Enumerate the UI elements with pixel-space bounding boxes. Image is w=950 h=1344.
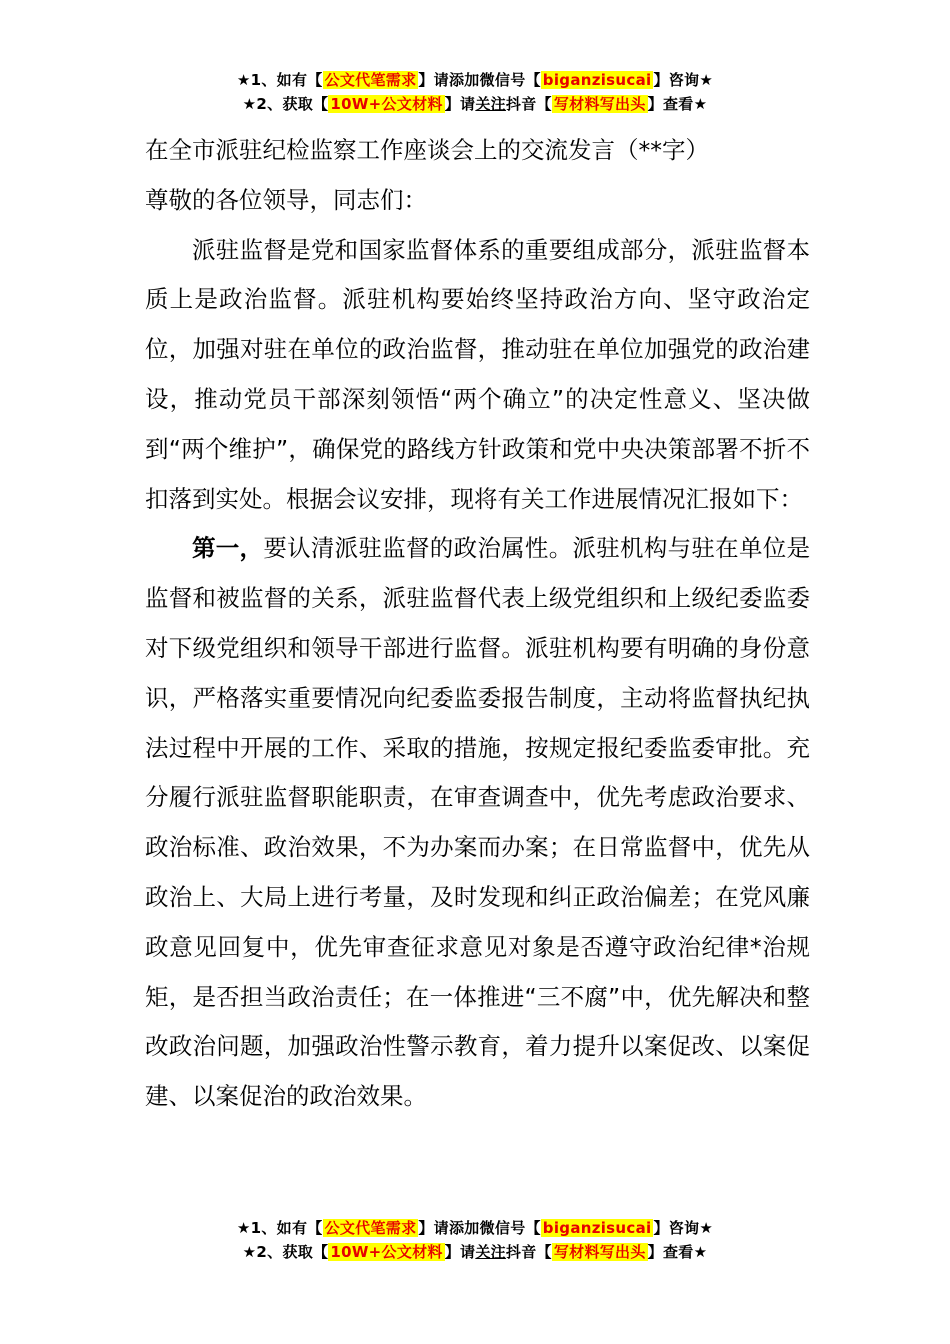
highlight-service: 公文代笔需求: [324, 71, 417, 89]
promo-banner-top: [0, 68, 950, 116]
highlight-wechat-id: biganzisucai: [542, 71, 652, 89]
promo-line-1: ★1、如有【 公文代笔需求 】请添加微信号【 biganzisucai 】咨询★: [236, 1219, 714, 1237]
paragraph-lead: 第一，: [192, 534, 264, 563]
highlight-materials: 10W+公文材料: [330, 1243, 443, 1261]
document-body: [145, 126, 810, 1122]
promo-banner-bottom: [0, 1216, 950, 1264]
document-title: 在全市派驻纪检监察工作座谈会上的交流发言（**字）: [145, 136, 709, 164]
highlight-materials: 10W+公文材料: [330, 95, 443, 113]
paragraph-body: 要认清派驻监督的政治属性。派驻机构与驻在单位是监督和被监督的关系，派驻监督代表上级党组织和上级纪委监委对下级党组织和领导干部进行监督。派驻机构要有明确的身份意识，严格落实重要情况向纪委监委报告制度，主动将监督执纪执法过程中开展的工作、采取的措施，按规定报纪委监委审批。充分履行派驻监督职能职责，在审查调查中，优先考虑政治要求、政治标准、政治效果，不为办案而办案；在日常监督中，优先从政治上、大局上进行考量，及时发现和纠正政治偏差；在党风廉政意见回复中，优先审查征求意见对象是否遵守政治纪律*治规矩，是否担当政治责任；在一体推进“三不腐”中，优先解决和整改政治问题，加强政治性警示教育，着力提升以案促改、以案促建、以案促治的政治效果。: [145, 534, 811, 1111]
highlight-service: 公文代笔需求: [324, 1219, 417, 1237]
promo-line-2: ★2、获取【 10W+公文材料 】请关注抖音【 写材料写出头 】查看★: [242, 1243, 708, 1261]
salutation: 尊敬的各位领导，同志们：: [145, 185, 427, 214]
promo-line-2: ★2、获取【 10W+公文材料 】请关注抖音【 写材料写出头 】查看★: [242, 95, 708, 113]
highlight-douyin-id: 写材料写出头: [553, 1243, 646, 1261]
paragraph-intro: 派驻监督是党和国家监督体系的重要组成部分，派驻监督本质上是政治监督。派驻机构要始终坚持政治方向、坚守政治定位，加强对驻在单位的政治监督，推动驻在单位加强党的政治建设，推动党员干部深刻领悟“两个确立”的决定性意义、坚决做到“两个维护”，确保党的路线方针政策和党中央决策部署不折不扣落到实处。根据会议安排，现将有关工作进展情况汇报如下：: [145, 235, 810, 513]
highlight-wechat-id: biganzisucai: [542, 1219, 652, 1237]
promo-line-1: ★1、如有【 公文代笔需求 】请添加微信号【 biganzisucai 】咨询★: [236, 71, 714, 89]
highlight-douyin-id: 写材料写出头: [553, 95, 646, 113]
paragraph-first-point: [145, 524, 810, 1122]
